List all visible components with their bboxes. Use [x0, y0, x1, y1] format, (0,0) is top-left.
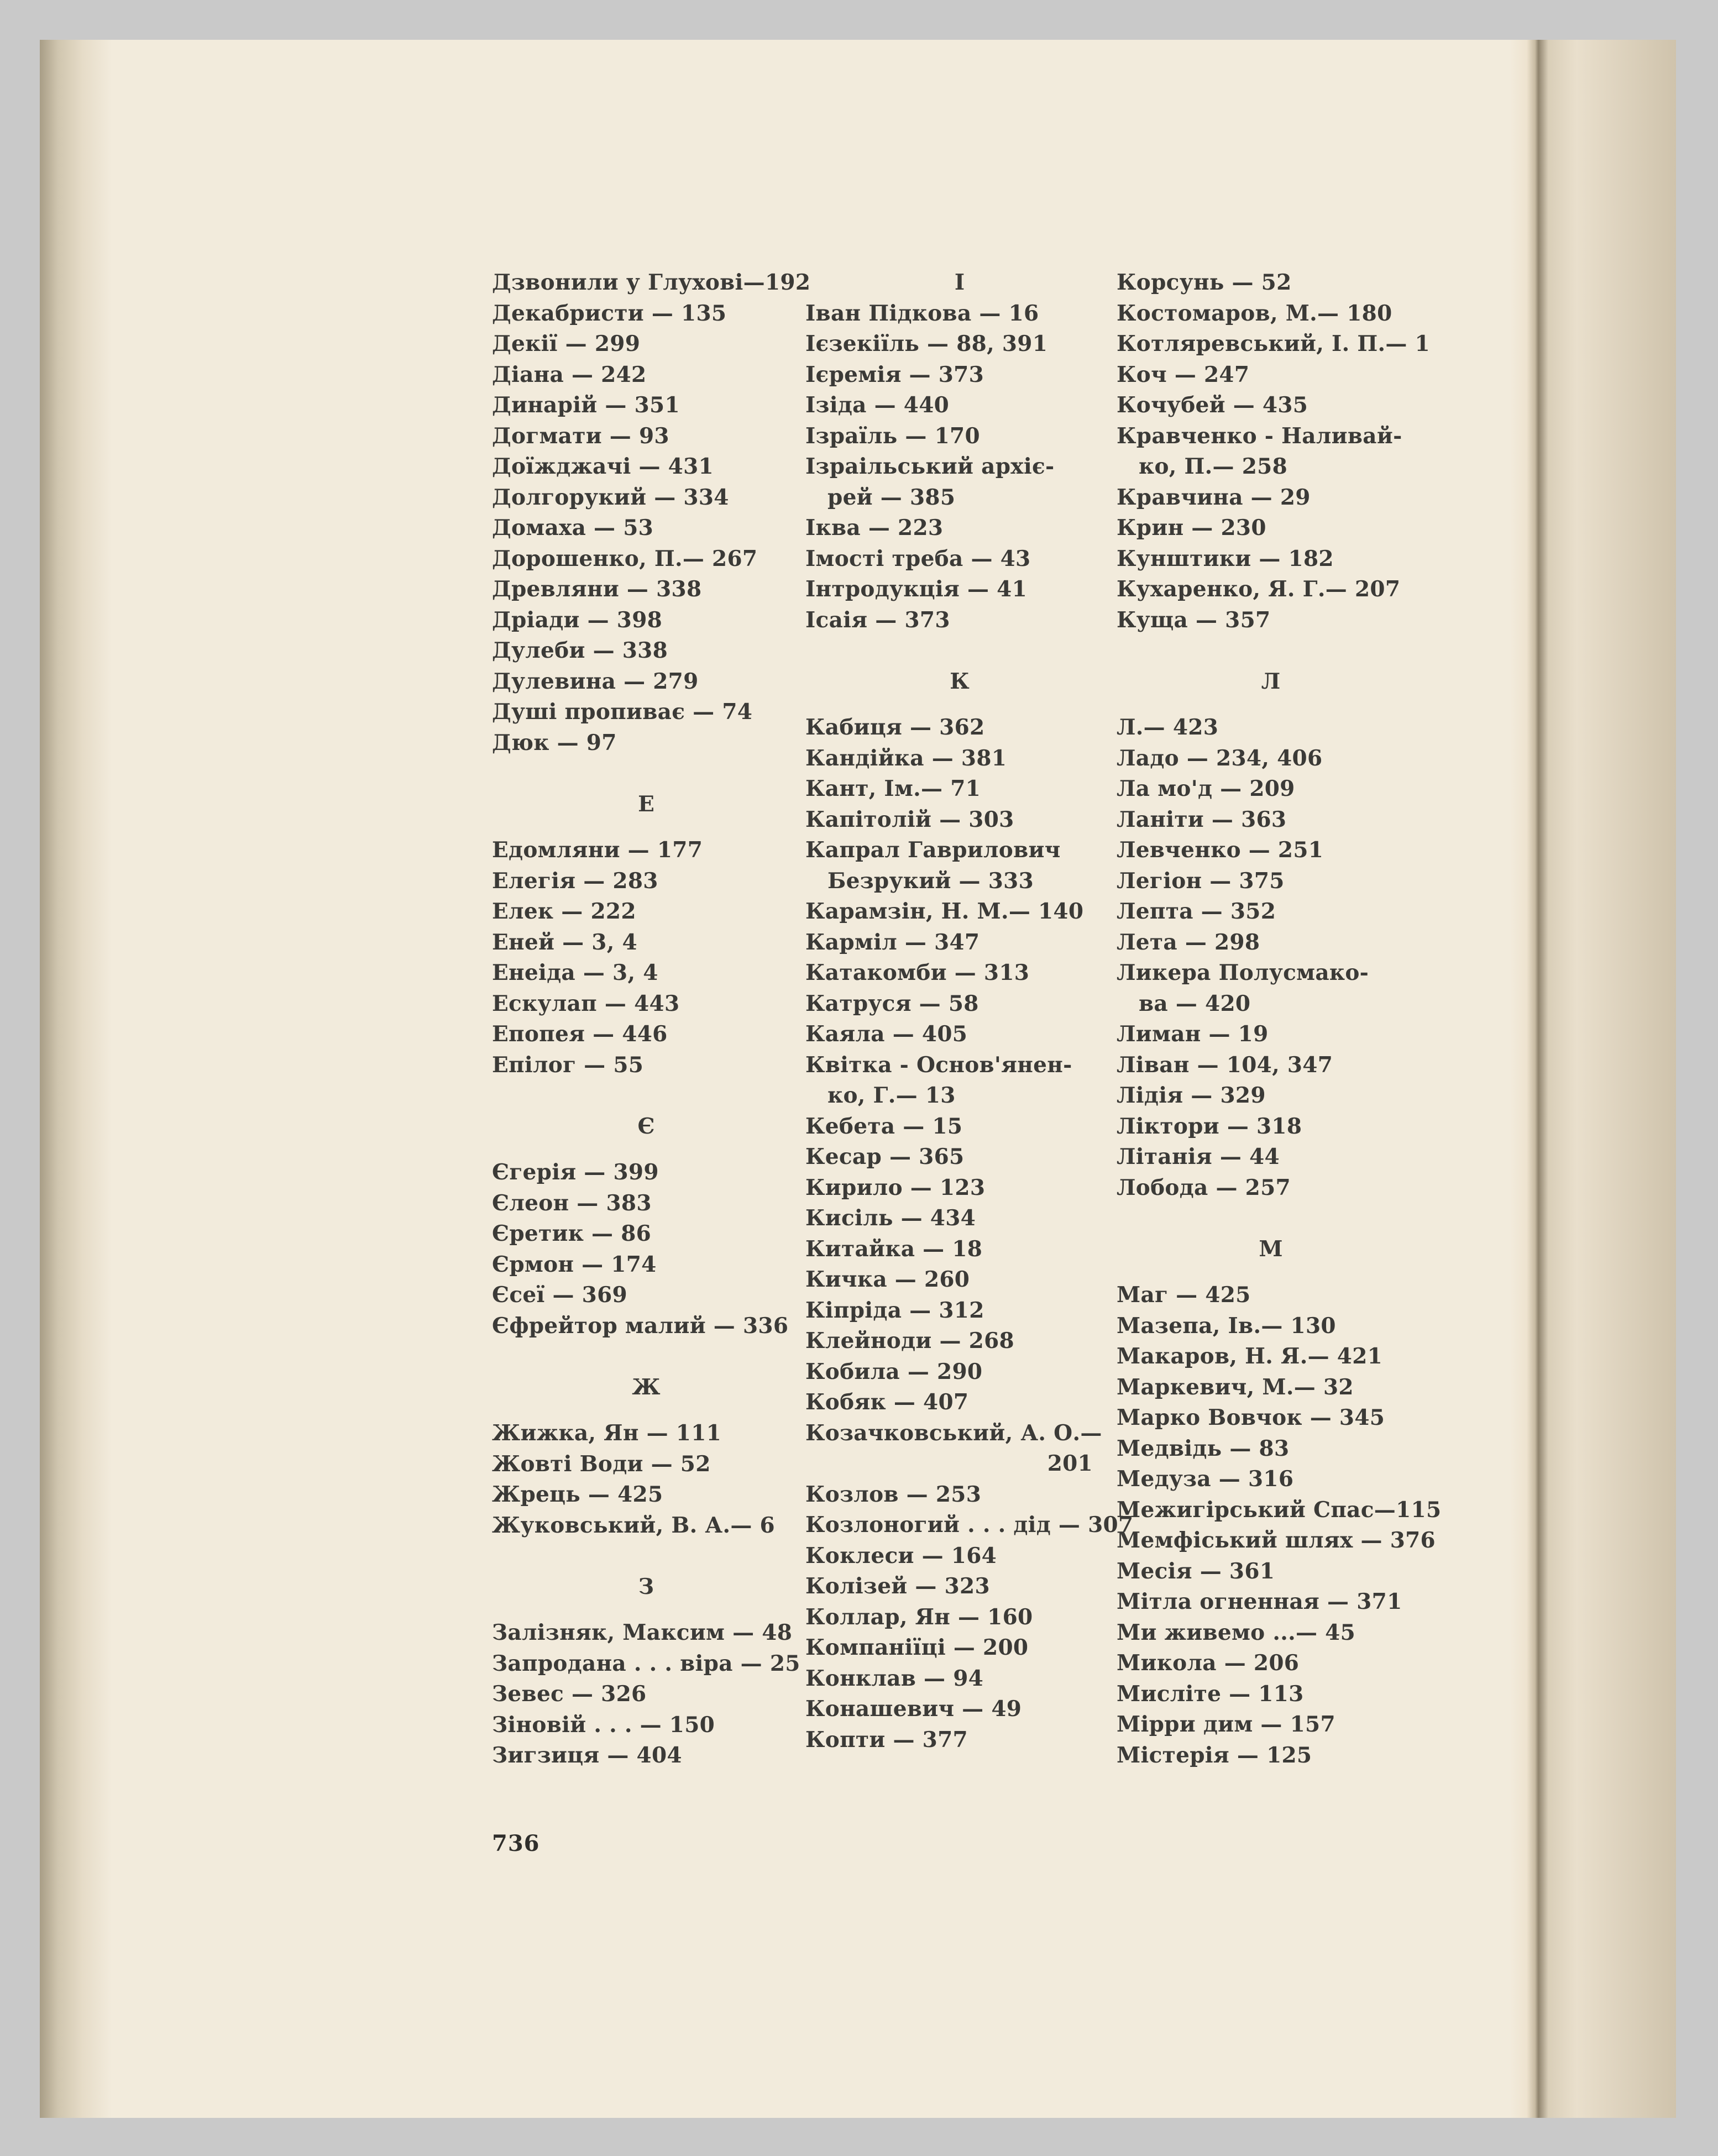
index-entry: Ми живемо ...— 45 [1117, 1619, 1356, 1645]
section-heading: I [954, 270, 966, 295]
index-entry: Кухаренко, Я. Г.— 207 [1117, 576, 1401, 602]
index-entry: Марко Вовчок — 345 [1117, 1405, 1385, 1430]
index-entry: Ісаія — 373 [805, 607, 950, 633]
index-entry: Діана — 242 [492, 361, 647, 387]
index-entry: Карміл — 347 [805, 929, 980, 955]
index-entry: Л.— 423 [1117, 715, 1219, 740]
index-entry: Динарій — 351 [492, 392, 680, 418]
index-entry: Ескулап — 443 [492, 990, 680, 1016]
section-heading: Е [638, 791, 656, 817]
index-entry: Декабристи — 135 [492, 300, 727, 326]
index-entry: Котляревський, І. П.— 1 [1117, 331, 1430, 356]
index-entry: Карамзін, Н. М.— 140 [805, 899, 1084, 924]
index-entry: Елек — 222 [492, 899, 636, 924]
page-left-edge [40, 40, 112, 2118]
index-entry: Містерія — 125 [1117, 1742, 1312, 1768]
index-entry: Домаха — 53 [492, 515, 654, 541]
index-entry: Костомаров, М.— 180 [1117, 300, 1392, 326]
index-entry: Кіпріда — 312 [805, 1297, 984, 1323]
index-entry: Жрець — 425 [492, 1482, 663, 1507]
index-entry: Китайка — 18 [805, 1236, 983, 1262]
page-number: 736 [492, 1830, 540, 1856]
index-entry: Ліван — 104, 347 [1117, 1052, 1333, 1078]
index-entry: Дулевина — 279 [492, 668, 699, 694]
index-entry: Ліктори — 318 [1117, 1113, 1302, 1139]
index-entry: Дріади — 398 [492, 607, 663, 633]
index-entry: Кант, Ім.— 71 [805, 776, 981, 801]
index-entry: Зигзиця — 404 [492, 1743, 682, 1768]
index-entry: Елегія — 283 [492, 868, 658, 894]
index-entry: Медвідь — 83 [1117, 1435, 1290, 1461]
index-entry: Імості треба — 43 [805, 545, 1031, 571]
index-entry: Маркевич, М.— 32 [1117, 1374, 1354, 1400]
index-entry: Жижка, Ян — 111 [492, 1420, 722, 1446]
index-entry: Катруся — 58 [805, 990, 979, 1016]
section-heading: М [1259, 1236, 1284, 1262]
index-column-1 [492, 267, 811, 1771]
index-entry: Декії — 299 [492, 331, 641, 356]
index-entry: 201 [1047, 1451, 1093, 1476]
index-entry: Жуковський, В. А.— 6 [492, 1512, 775, 1538]
index-entry: Ізіда — 440 [805, 392, 950, 418]
index-entry: Душі пропиває — 74 [492, 699, 753, 725]
index-entry: Інтродукція — 41 [805, 576, 1028, 602]
index-entry: Єгерія — 399 [492, 1160, 659, 1185]
index-entry: Козлоногий . . . дід — 307 [805, 1512, 1134, 1538]
index-entry: Дорошенко, П.— 267 [492, 545, 758, 571]
index-entry: Микола — 206 [1117, 1650, 1300, 1676]
index-entry: Корсунь — 52 [1117, 270, 1292, 295]
index-entry: Лобода — 257 [1117, 1174, 1291, 1200]
index-entry: Кирило — 123 [805, 1174, 986, 1200]
index-entry: Кисіль — 434 [805, 1205, 976, 1231]
index-entry: Літанія — 44 [1117, 1144, 1280, 1169]
index-entry: Запродана . . . віра — 25 [492, 1650, 800, 1676]
index-entry: Кичка — 260 [805, 1267, 970, 1292]
index-column-3 [1117, 267, 1442, 1771]
index-entry: Коклеси — 164 [805, 1543, 997, 1569]
index-entry: Клейноди — 268 [805, 1328, 1014, 1354]
index-entry: Едомляни — 177 [492, 837, 703, 863]
index-entry: Кравченко - Наливай- [1117, 423, 1402, 449]
index-entry: Мемфіський шлях — 376 [1117, 1528, 1436, 1553]
section-heading: З [638, 1573, 656, 1599]
index-entry: Зіновій . . . — 150 [492, 1712, 715, 1738]
index-entry: Єрмон — 174 [492, 1251, 657, 1277]
index-entry: Ієремія — 373 [805, 361, 984, 387]
index-entry: Лиман — 19 [1117, 1021, 1269, 1047]
index-entry: Єретик — 86 [492, 1221, 652, 1246]
index-entry: Зевес — 326 [492, 1681, 647, 1707]
index-entry: Долгорукий — 334 [492, 484, 729, 510]
index-entry: Крин — 230 [1117, 515, 1266, 541]
index-entry: Колізей — 323 [805, 1573, 990, 1599]
index-entry: Кобила — 290 [805, 1358, 983, 1384]
index-entry: Квітка - Основ'янен- [805, 1052, 1072, 1078]
index-entry: Кочубей — 435 [1117, 392, 1308, 418]
index-entry: Ієзекіїль — 88, 391 [805, 331, 1048, 356]
index-entry: Епопея — 446 [492, 1021, 668, 1047]
index-entry: Мірри дим — 157 [1117, 1712, 1335, 1737]
index-entry: Кесар — 365 [805, 1144, 965, 1169]
section-heading: Є [637, 1113, 656, 1139]
book-gutter [1510, 40, 1676, 2118]
index-entry: Межигірський Спас—115 [1117, 1497, 1442, 1523]
index-entry: Мисліте — 113 [1117, 1681, 1304, 1707]
index-entry: Ланіти — 363 [1117, 806, 1287, 832]
index-entry: Ізраїль — 170 [805, 423, 980, 449]
section-heading: Ж [632, 1374, 662, 1400]
index-entry: Коч — 247 [1117, 361, 1250, 387]
index-entry: Коллар, Ян — 160 [805, 1604, 1033, 1630]
section-heading: Л [1261, 668, 1282, 694]
index-entry: Ізраільський архіє- [805, 454, 1055, 479]
index-entry: Іква — 223 [805, 515, 944, 541]
index-entry: Єсеї — 369 [492, 1282, 627, 1308]
index-entry: Копти — 377 [805, 1727, 968, 1753]
index-entry: ко, П.— 258 [1139, 454, 1288, 479]
index-entry: Єлеон — 383 [492, 1190, 652, 1216]
index-entry: Каяла — 405 [805, 1021, 968, 1047]
index-entry: Залізняк, Максим — 48 [492, 1620, 793, 1645]
index-entry: Куща — 357 [1117, 607, 1271, 633]
index-entry: Мітла огненная — 371 [1117, 1589, 1402, 1614]
index-entry: Лепта — 352 [1117, 899, 1276, 924]
index-entry: Кандійка — 381 [805, 745, 1007, 771]
index-entry: Катакомби — 313 [805, 960, 1030, 985]
index-entry: Еней — 3, 4 [492, 929, 637, 955]
index-entry: Жовті Води — 52 [492, 1451, 711, 1477]
index-entry: Козачковський, А. О.— [805, 1420, 1102, 1446]
index-entry: Древляни — 338 [492, 576, 702, 602]
index-entry: Лета — 298 [1117, 929, 1260, 955]
index-entry: Безрукий — 333 [827, 868, 1034, 894]
index-entry: Маг — 425 [1117, 1282, 1251, 1308]
index-entry: Кравчина — 29 [1117, 484, 1311, 510]
index-entry: Кобяк — 407 [805, 1389, 969, 1415]
index-entry: Конклав — 94 [805, 1665, 984, 1691]
index-entry: Месія — 361 [1117, 1558, 1275, 1584]
index-entry: Ла мо'д — 209 [1117, 776, 1295, 801]
index-entry: Капітолій — 303 [805, 806, 1014, 832]
index-entry: Легіон — 375 [1117, 868, 1285, 894]
index-entry: Капрал Гаврилович [805, 837, 1061, 863]
index-entry: Кунштики — 182 [1117, 545, 1334, 571]
index-entry: Іван Підкова — 16 [805, 300, 1039, 326]
index-entry: Мазепа, Ів.— 130 [1117, 1313, 1336, 1339]
index-entry: Компаніїці — 200 [805, 1635, 1029, 1660]
book-page [40, 40, 1676, 2118]
index-entry: Енеіда — 3, 4 [492, 960, 658, 985]
index-entry: Конашевич — 49 [805, 1696, 1022, 1722]
index-entry: Лідія — 329 [1117, 1083, 1266, 1108]
index-entry: Кебета — 15 [805, 1113, 963, 1139]
index-entry: Епілог — 55 [492, 1052, 644, 1078]
index-entry: Доїжджачі — 431 [492, 454, 714, 479]
index-entry: Ладо — 234, 406 [1117, 745, 1323, 771]
index-entry: Ликера Полусмако- [1117, 960, 1369, 985]
index-entry: Макаров, Н. Я.— 421 [1117, 1344, 1383, 1369]
index-entry: Медуза — 316 [1117, 1466, 1294, 1492]
index-entry: рей — 385 [827, 484, 956, 510]
index-entry: Левченко — 251 [1117, 837, 1324, 863]
index-entry: Дзвонили у Глухові—192 [492, 270, 811, 295]
index-column-2 [805, 267, 1134, 1755]
index-entry: Кабиця — 362 [805, 715, 985, 740]
index-entry: Єфрейтор малий — 336 [492, 1313, 789, 1339]
index-entry: ва — 420 [1139, 990, 1251, 1016]
index-entry: Дюк — 97 [492, 730, 617, 756]
section-heading: К [950, 668, 971, 694]
index-entry: Козлов — 253 [805, 1481, 982, 1507]
index-entry: ко, Г.— 13 [827, 1083, 956, 1108]
index-entry: Дулеби — 338 [492, 638, 668, 663]
index-entry: Догмати — 93 [492, 423, 669, 449]
